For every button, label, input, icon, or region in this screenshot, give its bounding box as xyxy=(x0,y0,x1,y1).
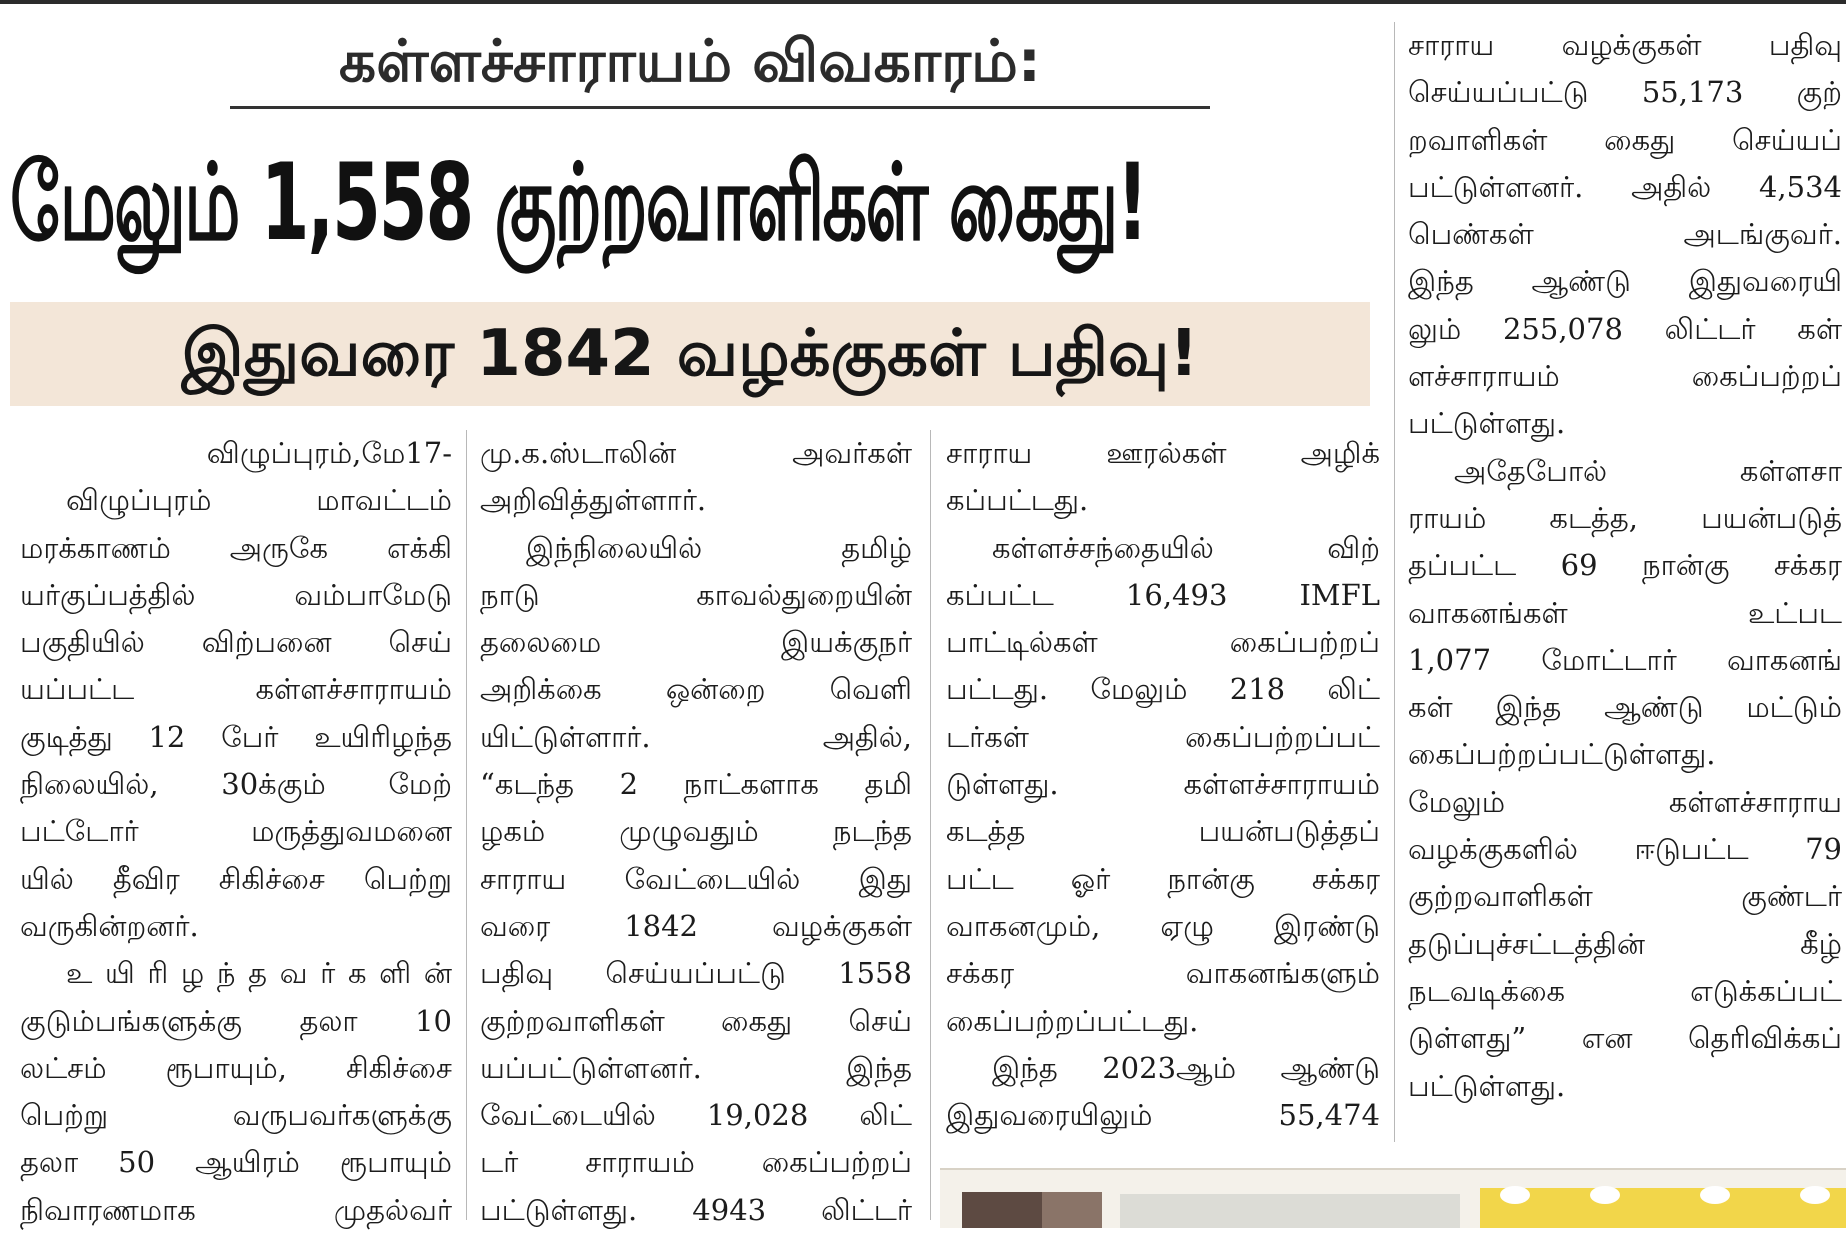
article-kicker: கள்ளச்சாராயம் விவகாரம்: xyxy=(339,27,1041,95)
photo-region xyxy=(1590,1186,1620,1204)
column-line: “கடந்த 2 நாட்களாக தமி xyxy=(480,767,912,802)
column-line: சாராய வழக்குகள் பதிவு xyxy=(1408,28,1842,62)
column-line: வாகனங்கள் உட்பட xyxy=(1408,595,1842,630)
article-column-4 xyxy=(1408,22,1842,1110)
column-line: தலைமை இயக்குநர் xyxy=(480,625,912,660)
article-headline: மேலும் 1,558 குற்றவாளிகள் கைது! xyxy=(10,141,1147,264)
column-line: குடித்து 12 பேர் உயிரிழந்த xyxy=(20,719,452,754)
kicker-underline xyxy=(230,106,1210,109)
column-divider xyxy=(466,430,467,1220)
column-line: கள்ளச்சந்தையில் விற் xyxy=(992,530,1380,565)
column-line: அறிக்கை ஒன்றை வெளி xyxy=(480,672,912,707)
column-line: ளச்சாராயம் கைப்பற்றப் xyxy=(1408,359,1842,394)
column-line: நிவாரணமாக முதல்வர் xyxy=(20,1192,452,1227)
column-line: அறிவித்துள்ளார். xyxy=(480,483,707,518)
column-line: லட்சம் ரூபாயும், சிகிச்சை xyxy=(20,1050,452,1085)
column-line: பட்ட ஓர் நான்கு சக்கர xyxy=(946,861,1380,896)
column-line: பட்டுள்ளனர். அதில் 4,534 xyxy=(1408,169,1842,204)
column-line: கைப்பற்றப்பட்டுள்ளது. xyxy=(1408,737,1716,772)
photo-region xyxy=(1042,1192,1102,1228)
column-line: குடும்பங்களுக்கு தலா 10 xyxy=(20,1003,452,1038)
column-line: நாடு காவல்துறையின் xyxy=(480,577,912,612)
photo-region xyxy=(1800,1186,1830,1204)
column-line: கடத்த பயன்படுத்தப் xyxy=(946,814,1380,849)
column-line: பகுதியில் விற்பனை செய் xyxy=(20,625,452,660)
column-line: பெற்று வருபவர்களுக்கு xyxy=(20,1098,452,1133)
column-line: ராயம் கடத்த, பயன்படுத் xyxy=(1408,500,1842,535)
column-line: சாராய வேட்டையில் இது xyxy=(480,861,912,896)
column-line: சக்கர வாகனங்களும் xyxy=(946,956,1380,991)
column-line: யில் தீவிர சிகிச்சை பெற்று xyxy=(20,861,452,896)
column-line: சாராய ஊரல்கள் அழிக் xyxy=(946,436,1380,470)
column-line: பாட்டில்கள் கைப்பற்றப் xyxy=(946,625,1380,660)
column-line: வரை 1842 வழக்குகள் xyxy=(480,908,912,943)
photo-region xyxy=(1480,1188,1846,1228)
column-line: றவாளிகள் கைது செய்யப் xyxy=(1408,122,1842,157)
column-line: பதிவு செய்யப்பட்டு 1558 xyxy=(480,956,912,991)
column-line: உ யி ரி ழ ந் த வ ர் க ளி ன் xyxy=(66,956,452,991)
column-line: லும் 255,078 லிட்டர் கள் xyxy=(1408,311,1842,346)
article-column-2 xyxy=(480,430,912,1234)
column-line: இந்நிலையில் தமிழ் xyxy=(526,530,912,565)
column-line: பெண்கள் அடங்குவர். xyxy=(1408,217,1842,252)
news-photo xyxy=(940,1168,1846,1228)
column-line: தப்பட்ட 69 நான்கு சக்கர xyxy=(1408,548,1842,583)
column-line: செய்யப்பட்டு 55,173 குற் xyxy=(1408,75,1842,110)
column-line: டுள்ளது. கள்ளச்சாராயம் xyxy=(946,767,1380,802)
column-line: டுள்ளது” என தெரிவிக்கப் xyxy=(1408,1021,1842,1056)
column-line: வருகின்றனர். xyxy=(20,908,199,943)
column-line: மரக்காணம் அருகே எக்கி xyxy=(20,530,452,565)
column-line: விழுப்புரம் மாவட்டம் xyxy=(66,483,452,518)
column-line: வாகனமும், ஏழு இரண்டு xyxy=(946,908,1380,943)
photo-region xyxy=(962,1192,1042,1228)
column-line: யப்பட்ட கள்ளச்சாராயம் xyxy=(20,672,452,707)
photo-region xyxy=(1120,1194,1460,1228)
column-line: வேட்டையில் 19,028 லிட் xyxy=(480,1098,912,1133)
top-border xyxy=(0,0,1846,4)
column-line: பட்டுள்ளது. xyxy=(1408,1068,1566,1103)
column-line: கைப்பற்றப்பட்டது. xyxy=(946,1003,1199,1038)
photo-region xyxy=(1700,1186,1730,1204)
column-line: இந்த 2023ஆம் ஆண்டு xyxy=(992,1050,1380,1085)
column-line: பட்டோர் மருத்துவமனை xyxy=(20,814,452,849)
column-line: மேலும் கள்ளச்சாராய xyxy=(1408,784,1842,819)
column-line: யிட்டுள்ளார். அதில், xyxy=(480,719,912,754)
column-line: நிலையில், 30க்கும் மேற் xyxy=(20,767,452,802)
article-subhead: இதுவரை 1842 வழக்குகள் பதிவு! xyxy=(181,317,1199,391)
column-line: பட்டுள்ளது. 4943 லிட்டர் xyxy=(480,1192,912,1227)
column-line: தடுப்புச்சட்டத்தின் கீழ் xyxy=(1408,926,1842,961)
article-column-3 xyxy=(946,430,1380,1139)
column-line: யப்பட்டுள்ளனர். இந்த xyxy=(480,1050,912,1085)
column-line: அதேபோல் கள்ளசா xyxy=(1454,453,1842,488)
photo-region xyxy=(1500,1186,1530,1204)
column-divider xyxy=(1394,22,1395,1142)
column-line: வழக்குகளில் ஈடுபட்ட 79 xyxy=(1408,832,1842,867)
column-line: மு.க.ஸ்டாலின் அவர்கள் xyxy=(480,436,912,470)
column-line: ழகம் முழுவதும் நடந்த xyxy=(480,814,912,849)
article-column-1 xyxy=(20,430,452,1234)
column-line: பட்டுள்ளது. xyxy=(1408,406,1566,441)
column-line: விழுப்புரம்,மே17- xyxy=(206,436,452,470)
column-line: 1,077 மோட்டார் வாகனங் xyxy=(1408,642,1842,677)
column-line: நடவடிக்கை எடுக்கப்பட் xyxy=(1408,973,1842,1008)
column-line: இதுவரையிலும் 55,474 xyxy=(946,1098,1380,1133)
column-line: தலா 50 ஆயிரம் ரூபாயும் xyxy=(20,1145,452,1180)
column-line: பட்டது. மேலும் 218 லிட் xyxy=(946,672,1380,707)
column-line: குற்றவாளிகள் குண்டர் xyxy=(1408,879,1842,914)
column-line: யர்குப்பத்தில் வம்பாமேடு xyxy=(20,577,452,612)
column-line: டர் சாராயம் கைப்பற்றப் xyxy=(480,1145,912,1180)
column-line: கப்பட்டது. xyxy=(946,483,1089,518)
column-line: இந்த ஆண்டு இதுவரையி xyxy=(1408,264,1842,299)
column-line: டர்கள் கைப்பற்றப்பட் xyxy=(946,719,1380,754)
column-divider xyxy=(930,430,931,1220)
column-line: குற்றவாளிகள் கைது செய் xyxy=(480,1003,912,1038)
column-line: கப்பட்ட 16,493 IMFL xyxy=(946,577,1380,612)
column-line: கள் இந்த ஆண்டு மட்டும் xyxy=(1408,690,1842,725)
